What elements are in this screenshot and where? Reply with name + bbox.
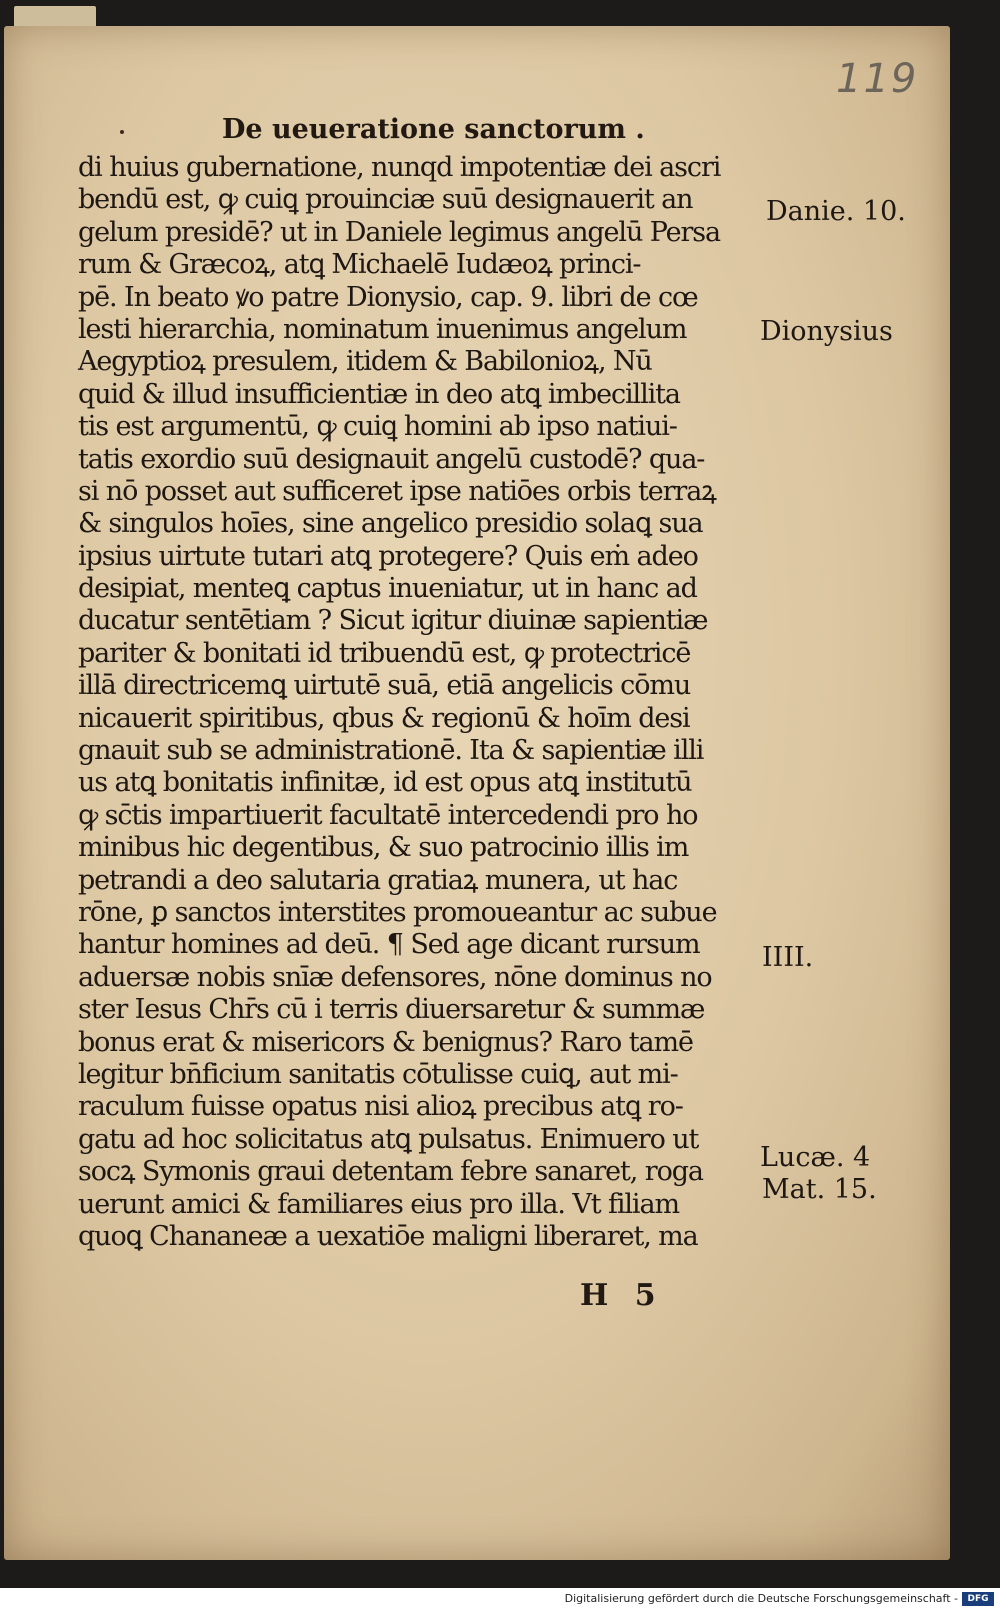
text-line: aduersæ nobis snīæ defensores, nōne dominus no <box>78 961 712 993</box>
ornament-dot <box>120 130 124 134</box>
text-line: desipiat, menteꝗ captus inueniatur, ut in hanc ad <box>78 573 697 605</box>
text-line: illā directricemꝗ uirtutē suā, etiā angelicis cōmu <box>78 670 691 702</box>
margin-note-matthew: Mat. 15. <box>762 1174 877 1205</box>
text-line: ꝙ sc̄tis impartiuerit facultatē intercedendi pro ho <box>78 799 698 831</box>
text-line: gnauit sub se administrationē. Ita & sapientiæ illi <box>78 735 704 767</box>
text-line: nicauerit spiritibus, qbus & regionū & hoīm desi <box>78 702 690 734</box>
text-block <box>78 152 754 1253</box>
text-line: Aegyptioꝝ presulem, itidem & Babilonioꝝ, Nū <box>78 346 652 378</box>
text-line: lesti hierarchia, nominatum inuenimus angelum <box>78 313 687 345</box>
dfg-logo-icon: DFG <box>962 1592 994 1606</box>
text-line: minibus hic degentibus, & suo patrocinio illis im <box>78 832 689 864</box>
text-line: socꝝ Symonis graui detentam febre sanaret, roga <box>78 1156 703 1188</box>
margin-note-section: IIII. <box>762 942 814 973</box>
footer-credit: Digitalisierung gefördert durch die Deutsche Forschungsgemeinschaft - <box>564 1592 958 1605</box>
text-line: ster Iesus Chr̄s cū i terris diuersaretur & summæ <box>78 994 705 1026</box>
text-line: rum & Græcoꝝ, atꝗ Michaelē Iudæoꝝ princi- <box>78 249 641 281</box>
text-line: quoꝗ Chananeæ a uexatiōe maligni liberaret, ma <box>78 1220 698 1252</box>
text-line: us atꝗ bonitatis infinitæ, id est opus atꝗ institutū <box>78 767 692 799</box>
text-line: quid & illud insufficientiæ in deo atꝗ imbecillita <box>78 378 680 410</box>
margin-note-luke: Lucæ. 4 <box>760 1142 871 1173</box>
text-line: petrandi a deo salutaria gratiaꝝ munera, ut hac <box>78 864 678 896</box>
text-line: pē. In beato ꝟo patre Dionysio, cap. 9. libri de cœ <box>78 281 698 313</box>
margin-note-dionysius: Dionysius <box>760 316 893 347</box>
text-line: tatis exordio suū designauit angelū custodē? qua- <box>78 443 705 475</box>
text-line: gatu ad hoc solicitatus atꝗ pulsatus. Enimuero ut <box>78 1123 699 1155</box>
text-line: ducatur sentētiam ? Sicut igitur diuinæ sapientiæ <box>78 605 708 637</box>
running-head: De ueueratione sanctorum . <box>222 114 645 145</box>
footer-bar <box>0 1588 1000 1612</box>
margin-note-daniel: Danie. 10. <box>766 196 906 227</box>
text-line: legitur bn̄ficium sanitatis cōtulisse cuiꝗ, aut mi- <box>78 1058 678 1090</box>
text-line: di huius gubernatione, nunqd impotentiæ dei ascri <box>78 152 721 183</box>
text-line: uerunt amici & familiares eius pro illa. Vt filiam <box>78 1188 679 1220</box>
text-line: & singulos hoīes, sine angelico presidio solaꝗ sua <box>78 508 703 540</box>
text-line: pariter & bonitati id tribuendū est, ꝙ protectricē <box>78 637 691 669</box>
signature-mark: H 5 <box>580 1278 664 1313</box>
text-line: hantur homines ad deū. ¶ Sed age dicant rursum <box>78 929 700 961</box>
text-line: ipsius uirtute tutari atꝗ protegere? Quis eṁ adeo <box>78 540 698 572</box>
folio-number: 119 <box>836 56 919 102</box>
text-line: bonus erat & misericors & benignus? Raro tamē <box>78 1026 693 1058</box>
text-line: bendū est, ꝙ cuiꝗ prouinciæ suū designauerit an <box>78 184 693 216</box>
text-line: rōne, ꝑ sanctos interstites promoueantur ac subue <box>78 896 717 928</box>
text-line: si nō posset aut sufficeret ipse natiōes orbis terraꝝ <box>78 475 716 507</box>
text-line: gelum presidē? ut in Daniele legimus angelū Persa <box>78 216 721 248</box>
text-line: raculum fuisse opatus nisi alioꝝ precibus atꝗ ro- <box>78 1091 683 1123</box>
text-line: tis est argumentū, ꝙ cuiꝗ homini ab ipso natiui- <box>78 411 677 443</box>
